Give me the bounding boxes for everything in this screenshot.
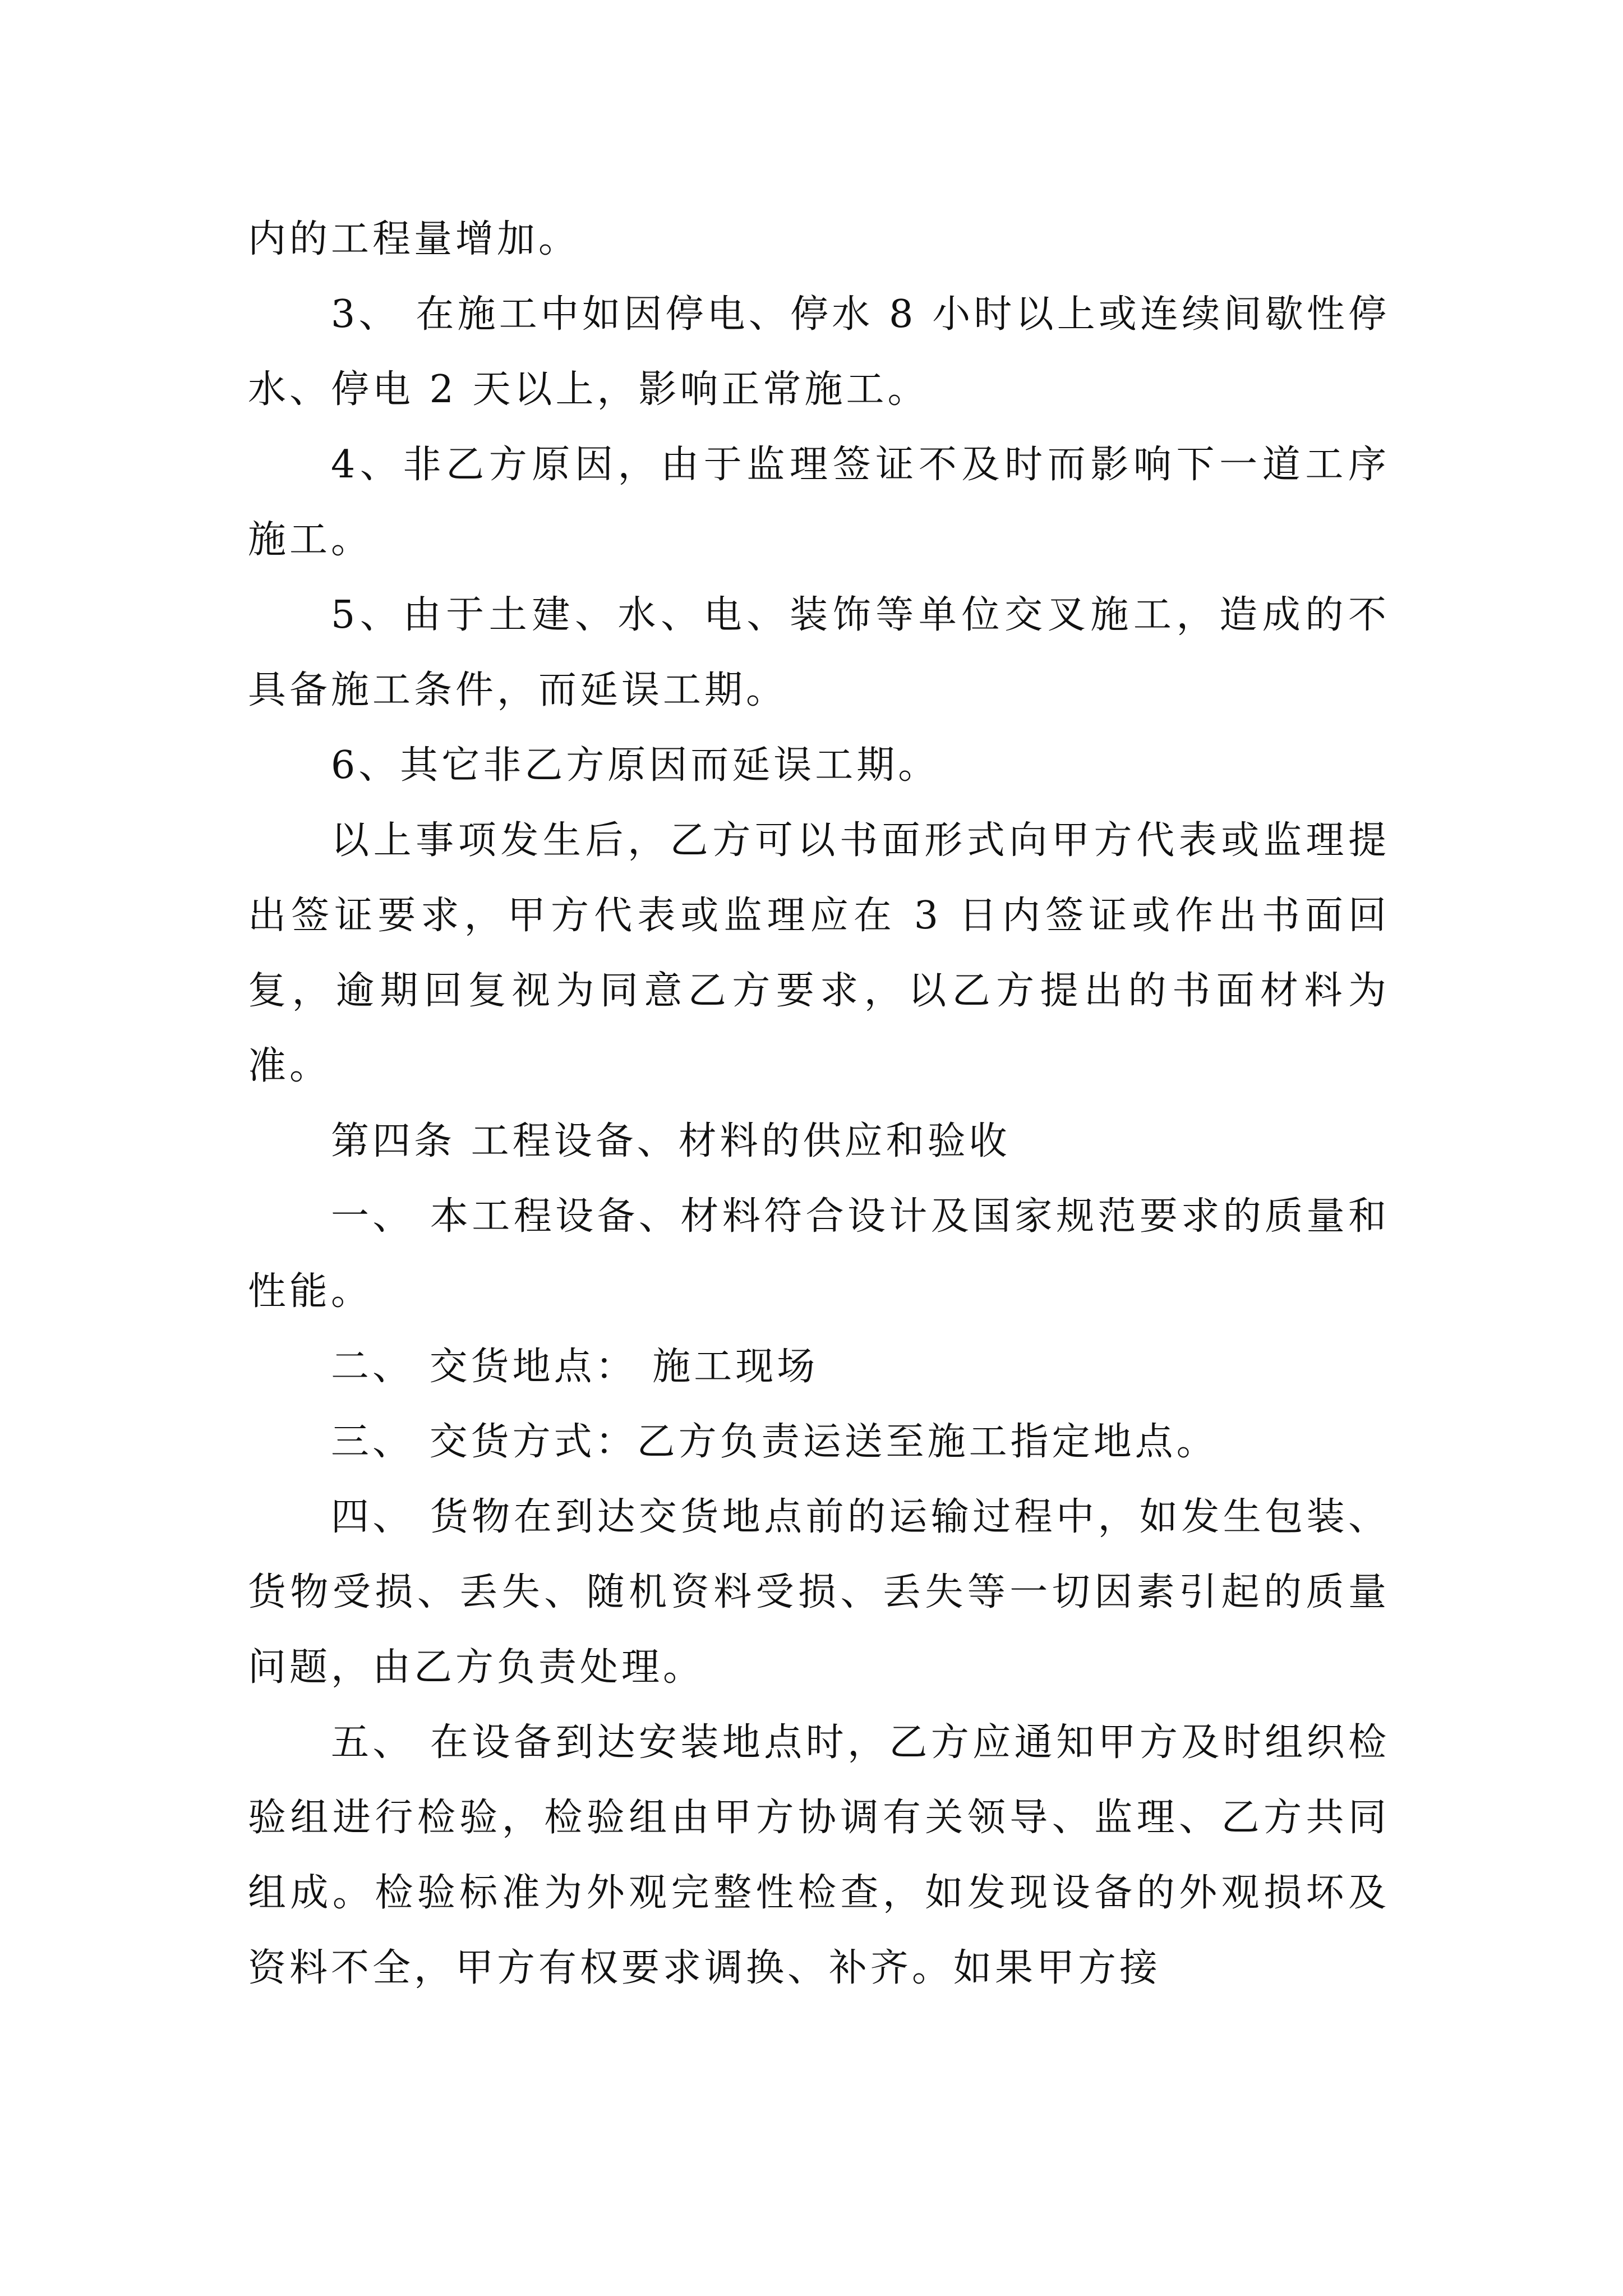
paragraph-continuation: 内的工程量增加。	[248, 217, 580, 261]
section-heading-article-4: 第四条 工程设备、材料的供应和验收	[331, 1119, 1011, 1163]
paragraph-clause-4: 四、 货物在到达交货地点前的运输过程中，如发生包装、货物受损、丢失、随机资料受损、丢失等一切因素引起的质量问题，由乙方负责处理。	[248, 1495, 1390, 1690]
paragraph-clause-3: 三、 交货方式：乙方负责运送至施工指定地点。	[331, 1420, 1218, 1464]
paragraph-visa-requirement: 以上事项发生后，乙方可以书面形式向甲方代表或监理提出签证要求，甲方代表或监理应在 3 日内签证或作出书面回复，逾期回复视为同意乙方要求，以乙方提出的书面材料为准。	[248, 818, 1390, 1088]
paragraph-clause-1: 一、 本工程设备、材料符合设计及国家规范要求的质量和性能。	[248, 1194, 1390, 1314]
document-body	[248, 202, 1390, 2006]
paragraph-item-3: 3、 在施工中如因停电、停水 8 小时以上或连续间歇性停水、停电 2 天以上，影响正常施工。	[248, 292, 1390, 412]
paragraph-item-4: 4、非乙方原因，由于监理签证不及时而影响下一道工序施工。	[248, 443, 1390, 562]
paragraph-item-6: 6、其它非乙方原因而延误工期。	[331, 743, 940, 788]
paragraph-clause-2: 二、 交货地点： 施工现场	[331, 1345, 819, 1389]
paragraph-item-5: 5、由于土建、水、电、装饰等单位交叉施工，造成的不具备施工条件，而延误工期。	[248, 593, 1390, 712]
paragraph-clause-5: 五、 在设备到达安装地点时，乙方应通知甲方及时组织检验组进行检验，检验组由甲方协调有关领导、监理、乙方共同组成。检验标准为外观完整性检查，如发现设备的外观损坏及资料不全，甲方有权要求调换、补齐。如果甲方接	[248, 1720, 1390, 1990]
